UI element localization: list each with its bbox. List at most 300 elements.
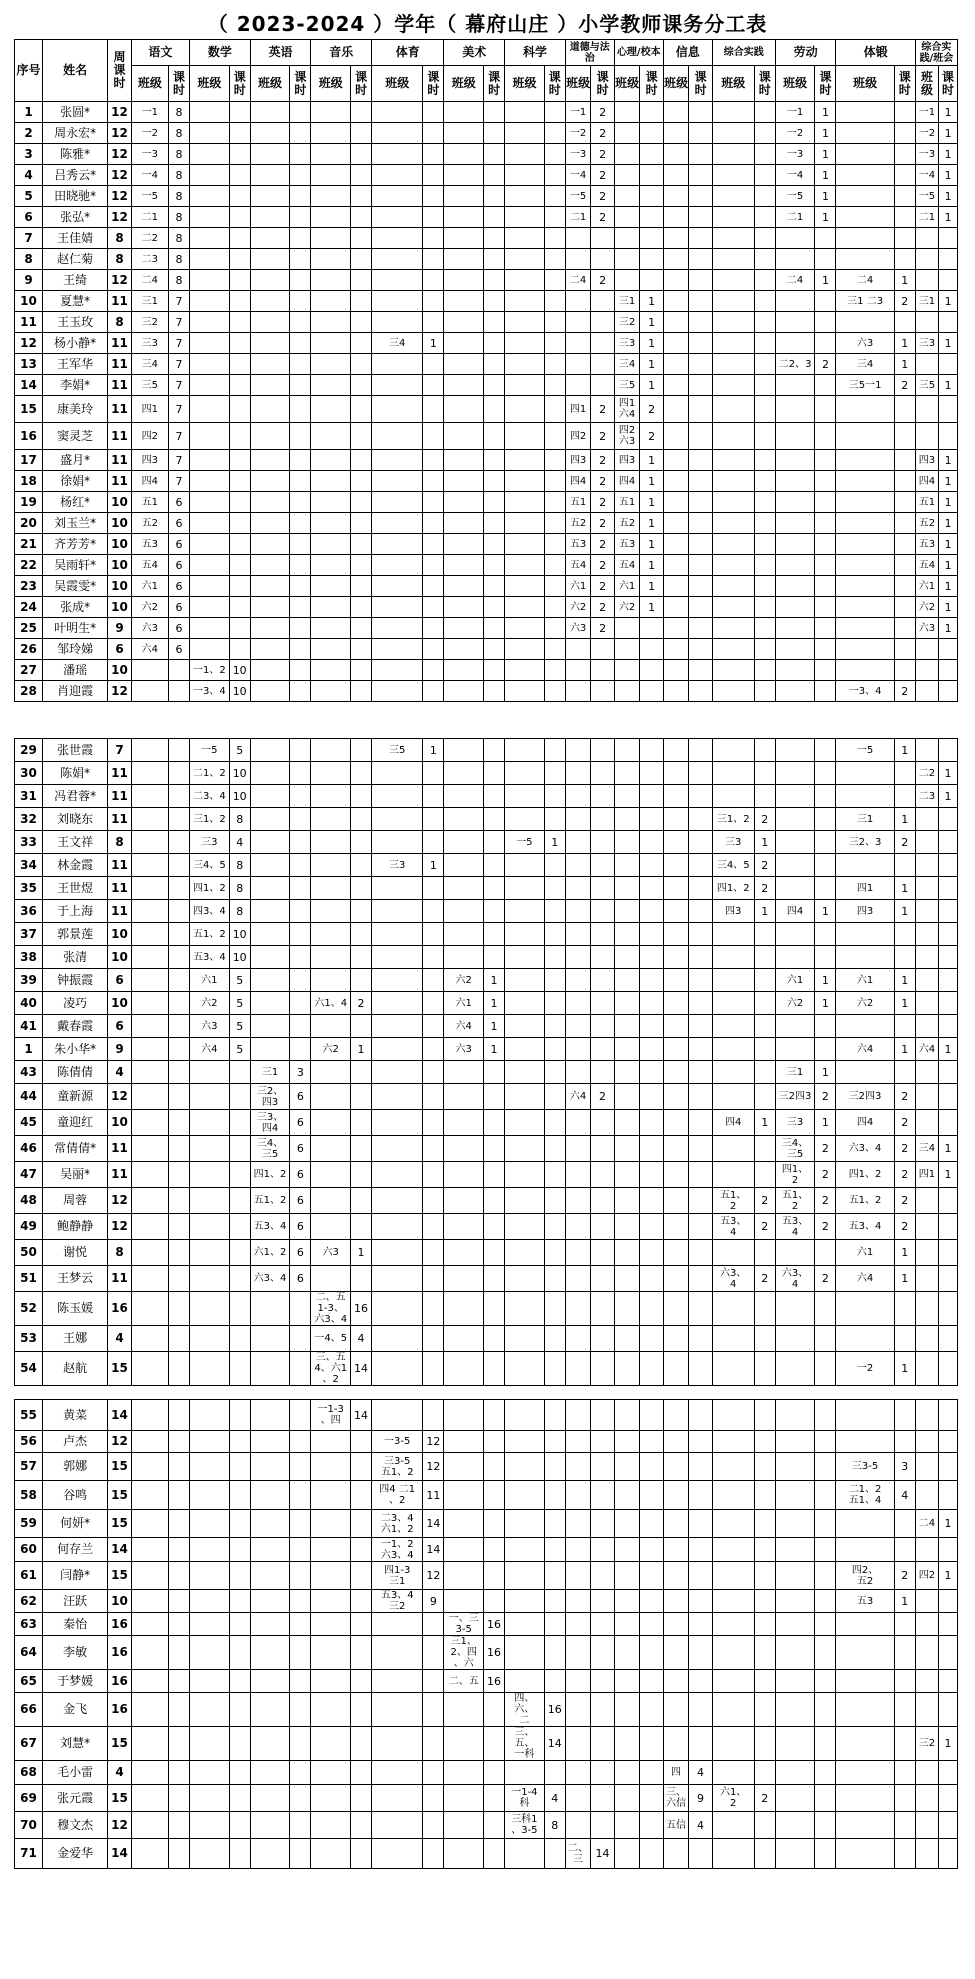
cell-hours: [423, 1839, 444, 1869]
cell-class: 六1: [915, 576, 938, 597]
weekly-hours: 10: [108, 576, 131, 597]
cell-hours: 1: [754, 900, 775, 923]
teacher-name: 何存兰: [43, 1538, 108, 1562]
cell-hours: [351, 1785, 372, 1812]
teacher-name: 张成*: [43, 597, 108, 618]
table-row: [15, 854, 958, 877]
cell-class: [915, 946, 938, 969]
cell-hours: [640, 831, 663, 854]
row-number: 26: [15, 639, 43, 660]
cell-class: [663, 1613, 689, 1636]
cell-hours: 1: [939, 1510, 958, 1538]
cell-hours: [290, 270, 311, 291]
cell-class: [372, 228, 423, 249]
cell-class: [663, 681, 689, 702]
cell-class: [565, 1453, 591, 1481]
teacher-name: 吴雨轩*: [43, 555, 108, 576]
cell-class: [775, 597, 815, 618]
cell-hours: 1: [939, 450, 958, 471]
cell-hours: [754, 762, 775, 785]
cell-hours: [351, 854, 372, 877]
cell-class: 三4、 三5: [775, 1136, 815, 1162]
cell-class: [663, 808, 689, 831]
cell-hours: [290, 1693, 311, 1727]
header-subject: 心理/校本: [614, 40, 663, 66]
cell-hours: [290, 1015, 311, 1038]
cell-hours: 1: [894, 354, 915, 375]
cell-hours: [754, 165, 775, 186]
cell-hours: 2: [591, 534, 614, 555]
cell-hours: 6: [169, 618, 190, 639]
cell-class: [565, 1613, 591, 1636]
cell-class: [712, 762, 754, 785]
cell-hours: 1: [640, 471, 663, 492]
cell-hours: [754, 785, 775, 808]
cell-class: [190, 1214, 230, 1240]
cell-class: 四4: [565, 471, 591, 492]
cell-hours: 1: [423, 739, 444, 762]
cell-hours: [544, 1481, 565, 1510]
cell-class: [775, 1292, 815, 1326]
cell-class: 四4 二1 、2: [372, 1481, 423, 1510]
cell-class: [565, 831, 591, 854]
cell-hours: [169, 1400, 190, 1431]
cell-class: [775, 618, 815, 639]
cell-class: [190, 576, 230, 597]
cell-hours: 7: [169, 375, 190, 396]
cell-class: [775, 1015, 815, 1038]
cell-hours: 4: [689, 1812, 712, 1839]
cell-hours: 1: [484, 1038, 505, 1061]
cell-class: [663, 492, 689, 513]
cell-class: [372, 1214, 423, 1240]
cell-hours: 1: [939, 1562, 958, 1590]
cell-hours: [591, 969, 614, 992]
cell-class: [565, 1015, 591, 1038]
cell-hours: 2: [591, 165, 614, 186]
cell-class: [565, 333, 591, 354]
cell-hours: [640, 1431, 663, 1453]
cell-hours: [484, 597, 505, 618]
cell-hours: [815, 555, 836, 576]
cell-hours: [815, 513, 836, 534]
cell-class: 二3、4: [190, 785, 230, 808]
cell-class: 三、 六信: [663, 1785, 689, 1812]
teacher-name: 鲍静静: [43, 1214, 108, 1240]
cell-hours: 6: [169, 534, 190, 555]
cell-hours: [815, 312, 836, 333]
cell-class: 四2: [131, 423, 168, 450]
cell-hours: [351, 660, 372, 681]
cell-hours: [754, 618, 775, 639]
cell-class: [663, 450, 689, 471]
cell-hours: [544, 333, 565, 354]
cell-hours: [815, 597, 836, 618]
cell-hours: [544, 1761, 565, 1785]
cell-hours: [351, 618, 372, 639]
cell-hours: [229, 123, 250, 144]
teacher-name: 刘玉兰*: [43, 513, 108, 534]
cell-class: [663, 992, 689, 1015]
cell-class: [712, 102, 754, 123]
cell-hours: [290, 900, 311, 923]
cell-class: [663, 1562, 689, 1590]
teacher-name: 于上海: [43, 900, 108, 923]
cell-class: [712, 333, 754, 354]
cell-class: [712, 354, 754, 375]
cell-class: [614, 1240, 640, 1266]
cell-class: [663, 1431, 689, 1453]
table-row: [15, 1136, 958, 1162]
cell-class: [250, 450, 290, 471]
cell-class: [712, 249, 754, 270]
row-number: 59: [15, 1510, 43, 1538]
cell-class: [372, 423, 423, 450]
cell-class: [836, 1693, 894, 1727]
cell-hours: [484, 1761, 505, 1785]
cell-class: [372, 660, 423, 681]
cell-hours: [591, 681, 614, 702]
cell-class: [614, 969, 640, 992]
cell-class: [444, 165, 484, 186]
teacher-name: 冯君蓉*: [43, 785, 108, 808]
cell-class: [311, 534, 351, 555]
cell-hours: [229, 312, 250, 333]
cell-hours: [484, 492, 505, 513]
cell-class: [372, 450, 423, 471]
cell-class: 二4: [775, 270, 815, 291]
header-class: 班级: [372, 66, 423, 102]
cell-hours: [544, 396, 565, 423]
cell-class: [250, 1326, 290, 1352]
header-hours: 课时: [484, 66, 505, 102]
cell-hours: 11: [423, 1481, 444, 1510]
cell-class: [190, 144, 230, 165]
cell-hours: [484, 1431, 505, 1453]
cell-class: [505, 249, 545, 270]
cell-hours: [894, 102, 915, 123]
cell-hours: [640, 1693, 663, 1727]
cell-class: [836, 1510, 894, 1538]
cell-hours: [484, 1538, 505, 1562]
row-number: 15: [15, 396, 43, 423]
cell-class: [190, 1636, 230, 1670]
cell-hours: 1: [640, 312, 663, 333]
weekly-hours: 16: [108, 1693, 131, 1727]
cell-hours: [484, 471, 505, 492]
cell-hours: [689, 1538, 712, 1562]
cell-hours: [754, 333, 775, 354]
row-number: 53: [15, 1326, 43, 1352]
cell-hours: [169, 681, 190, 702]
cell-hours: [591, 1510, 614, 1538]
cell-class: [775, 1453, 815, 1481]
cell-hours: [169, 1162, 190, 1188]
cell-hours: 7: [169, 396, 190, 423]
cell-class: [190, 1538, 230, 1562]
cell-class: [190, 450, 230, 471]
cell-class: [614, 1188, 640, 1214]
cell-class: 四2: [565, 423, 591, 450]
cell-class: [505, 312, 545, 333]
table-row: [15, 1670, 958, 1693]
cell-class: [614, 1590, 640, 1613]
cell-class: [190, 1727, 230, 1761]
header-name: 姓名: [43, 40, 108, 102]
teacher-name: 吕秀云*: [43, 165, 108, 186]
cell-hours: [689, 831, 712, 854]
cell-hours: [939, 1538, 958, 1562]
cell-hours: [894, 165, 915, 186]
cell-hours: [290, 785, 311, 808]
table-row: [15, 291, 958, 312]
cell-class: [311, 1015, 351, 1038]
cell-class: [311, 1693, 351, 1727]
teacher-name: 汪跃: [43, 1590, 108, 1613]
cell-hours: [290, 1562, 311, 1590]
cell-class: [444, 513, 484, 534]
teacher-name: 毛小雷: [43, 1761, 108, 1785]
cell-hours: [544, 808, 565, 831]
weekly-hours: 15: [108, 1785, 131, 1812]
cell-hours: [229, 597, 250, 618]
cell-class: [775, 681, 815, 702]
row-number: 66: [15, 1693, 43, 1727]
cell-class: [190, 1162, 230, 1188]
header-class: 班级: [250, 66, 290, 102]
cell-hours: [169, 1136, 190, 1162]
teacher-name: 吴丽*: [43, 1162, 108, 1188]
teacher-name: 郭景莲: [43, 923, 108, 946]
cell-hours: 1: [894, 877, 915, 900]
cell-class: 四1: [565, 396, 591, 423]
cell-class: [505, 1481, 545, 1510]
table-row: [15, 1110, 958, 1136]
cell-hours: [689, 597, 712, 618]
teacher-name: 穆文杰: [43, 1812, 108, 1839]
table-row: [15, 762, 958, 785]
cell-class: [712, 471, 754, 492]
weekly-hours: 11: [108, 808, 131, 831]
cell-hours: [689, 1431, 712, 1453]
cell-class: [663, 123, 689, 144]
cell-class: [311, 1670, 351, 1693]
cell-class: [250, 639, 290, 660]
cell-hours: [689, 1636, 712, 1670]
cell-hours: 1: [939, 1162, 958, 1188]
cell-class: 六2: [836, 992, 894, 1015]
cell-hours: [689, 144, 712, 165]
cell-class: 五3: [565, 534, 591, 555]
row-number: 30: [15, 762, 43, 785]
cell-hours: [689, 681, 712, 702]
cell-class: [712, 165, 754, 186]
cell-class: [775, 1839, 815, 1869]
weekly-hours: 10: [108, 660, 131, 681]
cell-class: 六1、4: [311, 992, 351, 1015]
cell-class: [614, 1510, 640, 1538]
cell-hours: [290, 1538, 311, 1562]
cell-class: [915, 1613, 938, 1636]
cell-class: [712, 1812, 754, 1839]
cell-class: [444, 1431, 484, 1453]
cell-hours: [290, 762, 311, 785]
cell-hours: [640, 207, 663, 228]
cell-class: [712, 1590, 754, 1613]
cell-class: [614, 785, 640, 808]
header-hours: 课时: [640, 66, 663, 102]
cell-class: 三1、2: [712, 808, 754, 831]
cell-class: [915, 312, 938, 333]
cell-hours: 2: [591, 597, 614, 618]
cell-class: [250, 597, 290, 618]
cell-class: [836, 312, 894, 333]
row-number: 47: [15, 1162, 43, 1188]
cell-hours: [754, 1038, 775, 1061]
row-number: 11: [15, 312, 43, 333]
cell-hours: [640, 186, 663, 207]
cell-class: [565, 1785, 591, 1812]
cell-class: 四3: [836, 900, 894, 923]
cell-hours: [169, 969, 190, 992]
cell-class: 六1: [565, 576, 591, 597]
cell-hours: [351, 207, 372, 228]
cell-class: [836, 576, 894, 597]
cell-class: [505, 471, 545, 492]
cell-class: 二、五 1-3、 六3、4: [311, 1292, 351, 1326]
table-row: [15, 1761, 958, 1785]
cell-class: 二、 三: [565, 1839, 591, 1869]
cell-class: [712, 739, 754, 762]
cell-class: 六3: [190, 1015, 230, 1038]
cell-class: [372, 946, 423, 969]
cell-hours: [591, 312, 614, 333]
table-row: [15, 1400, 958, 1431]
cell-hours: [754, 1636, 775, 1670]
cell-hours: [423, 207, 444, 228]
cell-hours: [544, 1400, 565, 1431]
cell-class: [775, 785, 815, 808]
cell-class: [250, 1292, 290, 1326]
cell-class: 一5: [775, 186, 815, 207]
cell-hours: [169, 762, 190, 785]
cell-hours: [754, 1727, 775, 1761]
cell-class: [565, 854, 591, 877]
cell-class: 三1: [614, 291, 640, 312]
cell-class: [311, 1785, 351, 1812]
cell-class: [372, 1785, 423, 1812]
cell-hours: [544, 1510, 565, 1538]
cell-hours: [689, 946, 712, 969]
cell-class: [444, 597, 484, 618]
cell-class: 三1 二3: [836, 291, 894, 312]
cell-hours: 8: [229, 900, 250, 923]
cell-class: [565, 946, 591, 969]
cell-class: [712, 597, 754, 618]
cell-class: [836, 1400, 894, 1431]
cell-hours: [423, 1326, 444, 1352]
cell-class: [505, 354, 545, 375]
cell-class: [311, 492, 351, 513]
cell-class: [614, 660, 640, 681]
cell-class: [444, 1761, 484, 1785]
cell-hours: [894, 513, 915, 534]
cell-class: [663, 1038, 689, 1061]
cell-class: [444, 102, 484, 123]
teacher-name: 刘慧*: [43, 1727, 108, 1761]
cell-class: [915, 1839, 938, 1869]
cell-class: 五1、2: [250, 1188, 290, 1214]
row-number: 34: [15, 854, 43, 877]
cell-hours: [939, 1431, 958, 1453]
cell-class: [565, 1670, 591, 1693]
cell-hours: [754, 1562, 775, 1590]
cell-class: 二4: [915, 1510, 938, 1538]
cell-class: [444, 1084, 484, 1110]
cell-class: [190, 165, 230, 186]
cell-class: [663, 597, 689, 618]
cell-class: [311, 165, 351, 186]
cell-class: [712, 576, 754, 597]
cell-hours: [423, 228, 444, 249]
cell-hours: [815, 423, 836, 450]
row-number: 60: [15, 1538, 43, 1562]
table-row: [15, 969, 958, 992]
cell-hours: 1: [939, 165, 958, 186]
cell-class: [250, 576, 290, 597]
cell-hours: [754, 1400, 775, 1431]
cell-hours: 2: [815, 1084, 836, 1110]
cell-hours: [544, 1670, 565, 1693]
cell-hours: 8: [169, 144, 190, 165]
cell-hours: [894, 1693, 915, 1727]
cell-hours: [894, 946, 915, 969]
cell-hours: [484, 1562, 505, 1590]
cell-class: 一5: [565, 186, 591, 207]
cell-class: [915, 1266, 938, 1292]
cell-hours: [544, 1453, 565, 1481]
cell-hours: [544, 423, 565, 450]
cell-class: 五1: [131, 492, 168, 513]
cell-hours: [423, 1352, 444, 1386]
cell-class: [131, 681, 168, 702]
cell-hours: [169, 1481, 190, 1510]
cell-hours: [423, 946, 444, 969]
cell-hours: [544, 1061, 565, 1084]
cell-hours: [544, 1015, 565, 1038]
row-number: 35: [15, 877, 43, 900]
cell-hours: [484, 660, 505, 681]
cell-class: [565, 1636, 591, 1670]
cell-class: [444, 312, 484, 333]
cell-class: 三1: [775, 1061, 815, 1084]
cell-hours: [229, 1613, 250, 1636]
cell-hours: [544, 186, 565, 207]
cell-class: [250, 555, 290, 576]
cell-class: [614, 854, 640, 877]
row-number: 64: [15, 1636, 43, 1670]
cell-class: 二3、4 六1、2: [372, 1510, 423, 1538]
cell-class: 五3、4: [190, 946, 230, 969]
cell-class: [250, 618, 290, 639]
row-number: 1: [15, 1038, 43, 1061]
cell-hours: [484, 123, 505, 144]
cell-hours: [484, 1240, 505, 1266]
cell-class: [372, 969, 423, 992]
cell-hours: [754, 534, 775, 555]
cell-hours: [290, 354, 311, 375]
cell-class: [712, 423, 754, 450]
